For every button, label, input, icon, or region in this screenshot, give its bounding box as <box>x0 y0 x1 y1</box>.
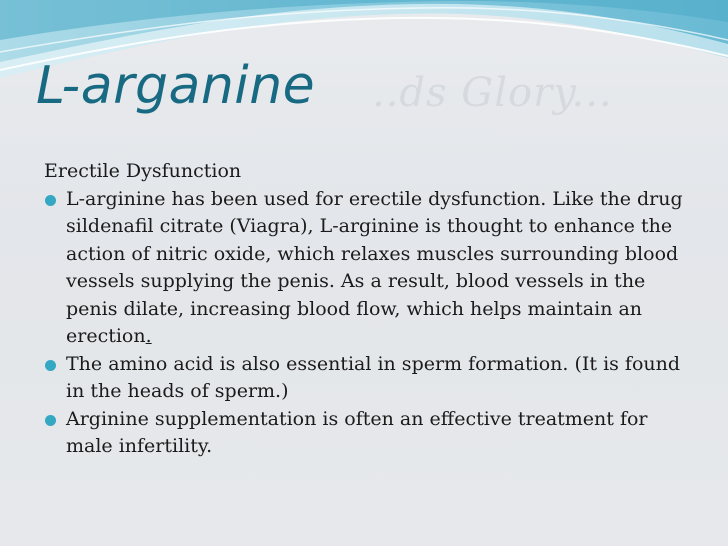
bullet-text <box>66 186 684 351</box>
bullet-trailing-period: . <box>145 325 152 347</box>
round-bullet-icon <box>45 360 56 371</box>
slide-title: L-arganine <box>36 56 316 116</box>
bullet-item <box>44 406 684 461</box>
bullet-text-body: L-arginine has been used for erectile dysfunction. Like the drug sildenafil citrate (Viagra), L-arginine is thought to enhance the action of nitric oxide, which relaxes muscles surrounding blood vessels supplying the penis. As a result, blood vessels in the penis dilate, increasing blood flow, which helps maintain an erection <box>66 187 683 347</box>
bullet-item <box>44 186 684 351</box>
round-bullet-icon <box>45 195 56 206</box>
round-bullet-icon <box>45 415 56 426</box>
bullet-text: Arginine supplementation is often an effective treatment for male infertility. <box>66 407 648 457</box>
bullet-text: The amino acid is also essential in sperm formation. (It is found in the heads of sperm.) <box>66 352 681 402</box>
slide-body <box>44 158 684 461</box>
bullet-list <box>44 186 684 461</box>
subheading: Erectile Dysfunction <box>44 160 242 182</box>
watermark-text: ..ds Glory... <box>372 70 613 116</box>
bullet-item <box>44 351 684 406</box>
